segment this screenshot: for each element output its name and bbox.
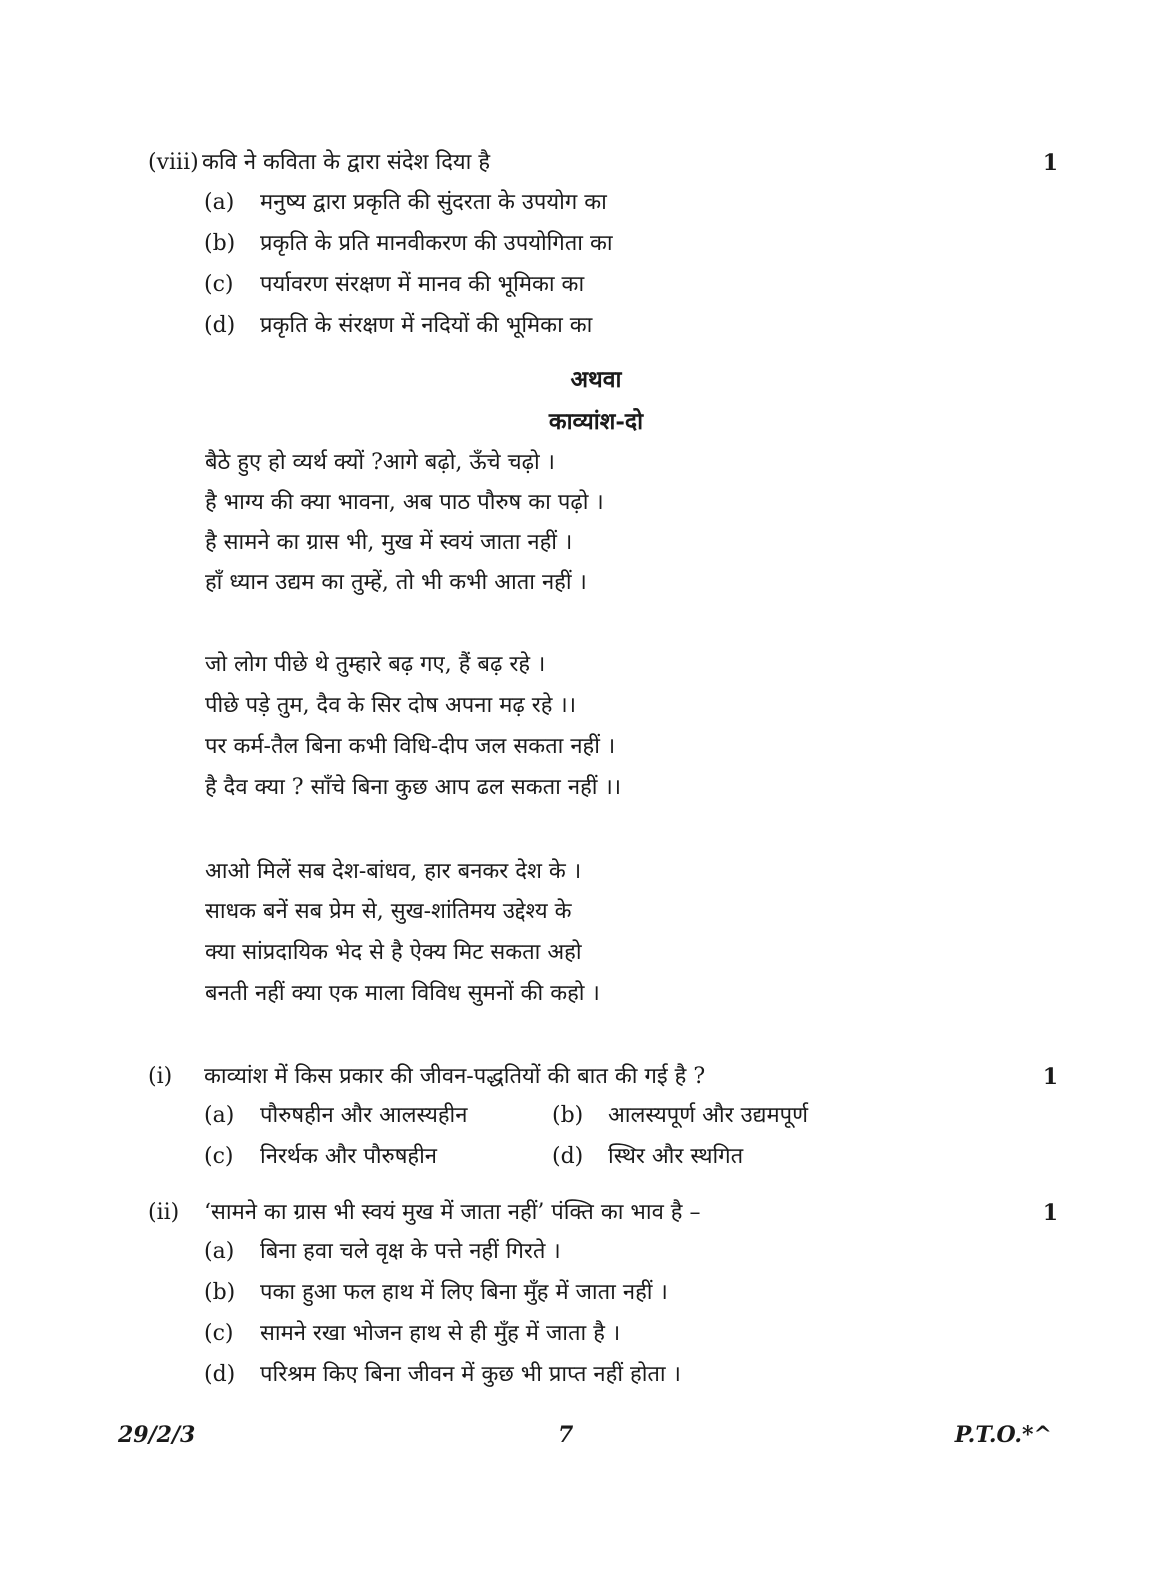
poem-line: बनती नहीं क्या एक माला विविध सुमनों की कहो । [205, 981, 600, 1006]
option-label: (b) [552, 1103, 584, 1128]
or-heading: अथवा [570, 366, 622, 393]
option-text: सामने रखा भोजन हाथ से ही मुँह में जाता है । [260, 1321, 621, 1346]
option-text: प्रकृति के संरक्षण में नदियों की भूमिका का [260, 313, 593, 338]
question-marks: 1 [1042, 1200, 1058, 1226]
question-text: कवि ने कविता के द्वारा संदेश दिया है [202, 150, 491, 175]
option-text: पर्यावरण संरक्षण में मानव की भूमिका का [260, 272, 585, 297]
option-label: (a) [204, 190, 235, 215]
page-number: 7 [558, 1422, 574, 1448]
option-text: आलस्यपूर्ण और उद्यमपूर्ण [608, 1103, 809, 1128]
option-label: (b) [204, 231, 236, 256]
poem-line: बैठे हुए हो व्यर्थ क्यों ?आगे बढ़ो, ऊँचे चढ़ो । [205, 450, 556, 475]
option-label: (d) [204, 313, 236, 338]
question-number: (viii) [148, 150, 199, 175]
option-text: परिश्रम किए बिना जीवन में कुछ भी प्राप्त नहीं होता । [260, 1362, 681, 1387]
option-text: प्रकृति के प्रति मानवीकरण की उपयोगिता का [260, 231, 613, 256]
option-text: बिना हवा चले वृक्ष के पत्ते नहीं गिरते । [260, 1239, 561, 1264]
option-label: (c) [204, 1144, 234, 1169]
question-text: काव्यांश में किस प्रकार की जीवन-पद्धतियों की बात की गई है ? [204, 1064, 706, 1089]
option-text: पका हुआ फल हाथ में लिए बिना मुँह में जाता नहीं । [260, 1280, 668, 1305]
question-marks: 1 [1042, 1064, 1058, 1090]
poem-line: जो लोग पीछे थे तुम्हारे बढ़ गए, हैं बढ़ रहे । [205, 652, 546, 677]
poem-line: हाँ ध्यान उद्यम का तुम्हें, तो भी कभी आता नहीं । [205, 570, 587, 595]
poem-line: है भाग्य की क्या भावना, अब पाठ पौरुष का पढ़ो । [205, 490, 604, 515]
question-number: (ii) [148, 1200, 180, 1225]
paper-code: 29/2/3 [118, 1422, 196, 1448]
option-text: निरर्थक और पौरुषहीन [260, 1144, 438, 1169]
poem-line: है सामने का ग्रास भी, मुख में स्वयं जाता नहीं । [205, 530, 573, 555]
question-text: ‘सामने का ग्रास भी स्वयं मुख में जाता नहीं’ पंक्ति का भाव है – [204, 1200, 701, 1225]
option-label: (d) [552, 1144, 584, 1169]
option-label: (d) [204, 1362, 236, 1387]
poem-line: पीछे पड़े तुम, दैव के सिर दोष अपना मढ़ रहे ।। [205, 693, 577, 718]
option-text: पौरुषहीन और आलस्यहीन [260, 1103, 468, 1128]
option-label: (c) [204, 1321, 234, 1346]
question-number: (i) [148, 1064, 173, 1089]
pto-label: P.T.O.*^ [954, 1422, 1052, 1448]
poem-line: आओ मिलें सब देश-बांधव, हार बनकर देश के । [205, 859, 582, 884]
question-viii [148, 146, 1058, 180]
option-text: स्थिर और स्थगित [608, 1144, 744, 1169]
option-text: मनुष्य द्वारा प्रकृति की सुंदरता के उपयोग का [260, 190, 607, 215]
question-ii [148, 1196, 1058, 1230]
poem-line: क्या सांप्रदायिक भेद से है ऐक्य मिट सकता अहो [205, 940, 582, 965]
poem-line: पर कर्म-तैल बिना कभी विधि-दीप जल सकता नहीं । [205, 734, 616, 759]
question-marks: 1 [1042, 150, 1058, 176]
poem-line: है दैव क्या ? साँचे बिना कुछ आप ढल सकता नहीं ।। [205, 775, 622, 800]
option-label: (b) [204, 1280, 236, 1305]
section-title: काव्यांश-दो [548, 408, 644, 435]
option-label: (a) [204, 1103, 235, 1128]
option-label: (c) [204, 272, 234, 297]
poem-line: साधक बनें सब प्रेम से, सुख-शांतिमय उद्देश्य के [205, 899, 572, 924]
option-label: (a) [204, 1239, 235, 1264]
question-i [148, 1060, 1058, 1094]
